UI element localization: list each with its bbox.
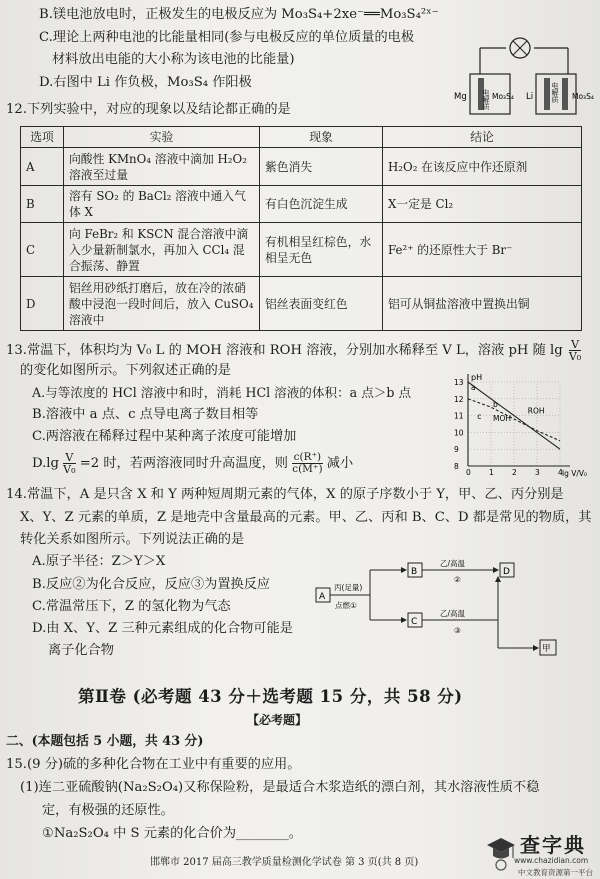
q14-option-d-line2: 离子化合物 <box>48 643 114 658</box>
x-tick-label: 0 <box>466 468 471 477</box>
table-row <box>21 148 582 186</box>
row-conclusion: Fe²⁺ 的还原性大于 Br⁻ <box>383 223 582 277</box>
x-tick-label: 4 <box>558 468 563 477</box>
fraction-denominator: c(M⁺) <box>292 463 323 475</box>
label-mo3s4-1: Mo₃S₄ <box>492 92 514 101</box>
box-a-label: A <box>319 592 326 602</box>
condition-1-top: 丙(足量) <box>334 583 363 592</box>
fraction-denominator: V₀ <box>568 350 582 363</box>
q14-option-a: A.原子半径：Z＞Y＞X <box>32 554 166 569</box>
x-axis-label: lg V/V₀ <box>562 469 588 478</box>
box-c-label: C <box>411 617 418 627</box>
q13-stem-line1 <box>6 339 581 362</box>
box-jia-label: 甲 <box>542 644 551 654</box>
row-option: A <box>21 148 64 186</box>
point-b-label: b <box>493 399 498 409</box>
q13-option-a: A.与等浓度的 HCl 溶液中和时，消耗 HCl 溶液的体积：a 点＞b 点 <box>32 385 412 400</box>
row-option: C <box>21 223 64 277</box>
row-phenomenon: 有机相呈红棕色，水相呈无色 <box>260 223 383 277</box>
label-electrolyte-2: 电解质 <box>551 82 559 103</box>
q13-stem-line2: 的变化如图所示。下列叙述正确的是 <box>20 363 231 378</box>
y-axis-label: pH <box>471 373 483 382</box>
header-phenomenon: 现象 <box>260 127 383 148</box>
row-conclusion: 铝可从铜盐溶液中置换出铜 <box>383 277 582 331</box>
q13-option-d-fraction-2 <box>292 452 322 475</box>
row-phenomenon: 铝丝表面变红色 <box>260 277 383 331</box>
table-header-row <box>21 127 582 148</box>
label-electrolyte-1: 电解质 <box>482 89 490 110</box>
q11-option-c-line1: C.理论上两种电池的比能量相同(参与电极反应的单位质量的电极 <box>39 30 415 45</box>
q14-stem-line2: X、Y、Z 元素的单质，Z 是地壳中含量最高的元素。甲、乙、丙和 B、C、D 都是常见的物质，其 <box>20 510 592 525</box>
condition-3-bottom: ③ <box>454 626 461 635</box>
q13-option-d-fraction-1 <box>63 452 75 475</box>
row-experiment: 铝丝用砂纸打磨后，放在冷的浓硝酸中浸泡一段时间后，放入 CuSO₄ 溶液中 <box>64 277 260 331</box>
watermark-url: www.chazidian.com <box>514 856 589 865</box>
page-footer: 邯郸市 2017 届高三教学质量检测化学试卷 第 3 页(共 8 页) <box>150 857 419 868</box>
watermark-slogan: 中文教育资源第一平台 <box>518 868 593 877</box>
table-row <box>21 186 582 223</box>
q15-part1-line2: 定，有极强的还原性。 <box>42 803 174 818</box>
q15-stem: 15.(9 分)硫的多种化合物在工业中有重要的应用。 <box>6 757 301 772</box>
q14-stem-line3: 转化关系如图所示。下列说法正确的是 <box>20 532 245 547</box>
q12-table <box>20 126 582 331</box>
x-tick-label: 3 <box>535 468 540 477</box>
part2-subtitle: 【必考题】 <box>247 713 308 727</box>
q13-stem-text: 13.常温下，体积均为 V₀ L 的 MOH 溶液和 ROH 溶液，分别加水稀释至 V L，溶液 pH 随 lg <box>6 343 563 358</box>
q14-option-c: C.常温常压下，Z 的氢化物为气态 <box>32 599 231 614</box>
y-tick-label: 11 <box>454 411 464 421</box>
row-option: D <box>21 277 64 331</box>
q12-stem: 12.下列实验中，对应的现象以及结论都正确的是 <box>6 102 291 117</box>
row-conclusion: X一定是 Cl₂ <box>383 186 582 223</box>
x-tick-label: 2 <box>512 468 517 477</box>
box-b-label: B <box>411 567 418 577</box>
q13-option-b: B.溶液中 a 点、c 点导电离子数目相等 <box>32 407 259 422</box>
q13-fraction <box>569 339 581 362</box>
fraction-numerator: V <box>63 452 75 464</box>
y-tick-label: 8 <box>454 462 459 471</box>
fraction-numerator: V <box>569 339 581 351</box>
battery-figure <box>448 32 594 122</box>
q15-part1-line1: (1)连二亚硫酸钠(Na₂S₂O₄)又称保险粉，是最适合木浆造纸的漂白剂，其水溶液性质不稳 <box>20 780 540 795</box>
q11-option-d: D.右图中 Li 作负极，Mo₃S₄ 作阳极 <box>39 75 252 90</box>
watermark-logo-text: 查字典 <box>520 833 586 857</box>
q11-option-b: B.镁电池放电时，正极发生的电极反应为 Mo₃S₄+2xe⁻══Mo₃S₄²ˣ⁻ <box>39 7 439 22</box>
condition-2-bottom: ② <box>454 575 461 584</box>
row-phenomenon: 紫色消失 <box>260 148 383 186</box>
point-a-label: a <box>471 383 476 392</box>
row-experiment: 溶有 SO₂ 的 BaCl₂ 溶液中通入气体 X <box>64 186 260 223</box>
q13-option-d-middle: =2 时，若两溶液同时升高温度，则 <box>79 456 288 471</box>
q14-option-b: B.反应②为化合反应，反应③为置换反应 <box>32 577 271 592</box>
q11-option-c-line2: 材料放出电能的大小称为该电池的比能量) <box>52 52 295 67</box>
point-c-label: c <box>477 412 482 422</box>
q13-option-d-prefix: D.lg <box>32 456 59 471</box>
header-option: 选项 <box>21 127 64 148</box>
y-tick-label: 10 <box>454 428 464 438</box>
condition-3-top: 乙/高温 <box>440 609 466 618</box>
y-tick-label: 12 <box>454 394 464 404</box>
ph-dilution-chart <box>452 370 588 480</box>
label-li: Li <box>526 92 534 102</box>
row-option: B <box>21 186 64 223</box>
transformation-diagram <box>312 556 584 656</box>
series-roh-label: ROH <box>527 406 545 416</box>
fraction-denominator: V₀ <box>63 463 76 476</box>
row-conclusion: H₂O₂ 在该反应中作还原剂 <box>383 148 582 186</box>
section-heading: 二、(本题包括 5 小题，共 43 分) <box>6 734 204 749</box>
box-d-label: D <box>503 567 510 577</box>
q15-part1-question: ①Na₂S₂O₄ 中 S 元素的化合价为________。 <box>42 826 302 841</box>
series-moh-label: MOH <box>493 413 512 423</box>
row-phenomenon: 有白色沉淀生成 <box>260 186 383 223</box>
table-row <box>21 223 582 277</box>
part2-title: 第Ⅱ卷 (必考题 43 分＋选考题 15 分，共 58 分) <box>78 687 463 706</box>
row-experiment: 向 FeBr₂ 和 KSCN 混合溶液中滴入少量新制氯水，再加入 CCl₄ 混合振荡、静置 <box>64 223 260 277</box>
y-tick-label: 13 <box>454 378 464 387</box>
header-experiment: 实验 <box>64 127 260 148</box>
label-mo3s4-2: Mo₃S₄ <box>572 92 594 101</box>
condition-1-bottom: 点燃① <box>335 601 357 610</box>
y-tick-label: 9 <box>454 445 459 455</box>
label-mg: Mg <box>454 92 467 102</box>
row-experiment: 向酸性 KMnO₄ 溶液中滴加 H₂O₂ 溶液至过量 <box>64 148 260 186</box>
q14-option-d-line1: D.由 X、Y、Z 三种元素组成的化合物可能是 <box>32 621 293 636</box>
table-row <box>21 277 582 331</box>
q14-stem-line1: 14.常温下，A 是只含 X 和 Y 两种短周期元素的气体，X 的原子序数小于 Y，甲、乙、丙分别是 <box>6 487 564 502</box>
condition-2-top: 乙/高温 <box>440 559 466 568</box>
fraction-numerator: c(R⁺) <box>293 451 322 463</box>
q13-option-d <box>32 452 353 475</box>
header-conclusion: 结论 <box>383 127 582 148</box>
q13-option-c: C.两溶液在稀释过程中某种离子浓度可能增加 <box>32 429 297 444</box>
graduation-cap-icon <box>486 834 516 872</box>
x-tick-label: 1 <box>489 468 494 477</box>
q13-option-d-suffix: 减小 <box>326 456 354 471</box>
